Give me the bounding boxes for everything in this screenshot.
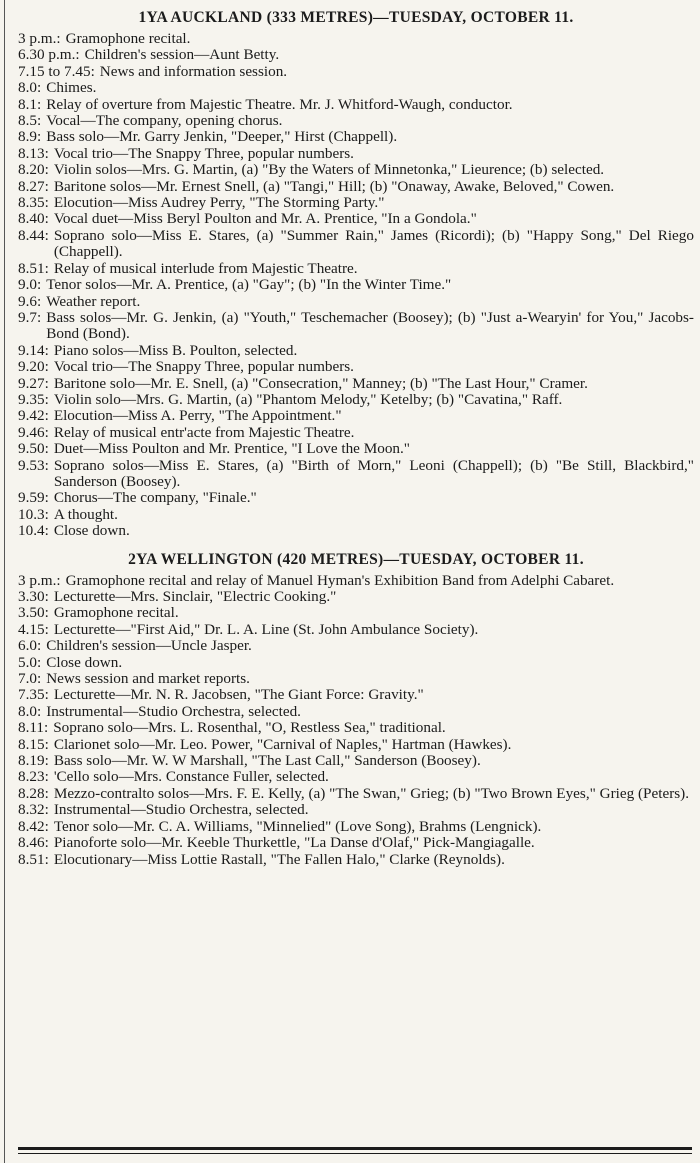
entry-description: Elocutionary—Miss Lottie Rastall, "The Fallen Halo," Clarke (Reynolds). xyxy=(53,850,505,868)
entry-description: Soprano solo—Mrs. L. Rosenthal, "O, Restless Sea," traditional. xyxy=(53,719,446,737)
programme-entry xyxy=(18,261,694,277)
entry-description: Violin solos—Mrs. G. Martin, (a) "By the Waters of Minnetonka," Lieurence; (b) selected. xyxy=(53,161,605,179)
programme-entry xyxy=(18,638,694,654)
programme-entry xyxy=(18,408,694,424)
programme-entry xyxy=(18,573,694,589)
entry-description: Duet—Miss Poulton and Mr. Prentice, "I Love the Moon." xyxy=(53,440,411,458)
programme-entry xyxy=(18,310,694,343)
programme-entry xyxy=(18,441,694,457)
entry-time: 8.9: xyxy=(18,128,42,146)
entry-description: Bass solos—Mr. G. Jenkin, (a) "Youth," Teschemacher (Boosey); (b) "Just a-Wearyin' for You," Jacobs-Bond (Bond). xyxy=(46,308,694,343)
entry-time: 9.20: xyxy=(18,358,49,376)
programme-entry xyxy=(18,129,694,145)
entry-time: 8.19: xyxy=(18,752,49,770)
programme-entry xyxy=(18,622,694,638)
programme-entry xyxy=(18,786,694,802)
programme-entry xyxy=(18,425,694,441)
entry-description: News session and market reports. xyxy=(46,670,250,688)
programme-entry xyxy=(18,195,694,211)
rule-thick xyxy=(18,1147,692,1150)
station-section xyxy=(18,550,694,868)
entry-time: 8.27: xyxy=(18,177,49,195)
entry-time: 3 p.m.: xyxy=(18,30,61,47)
programme-entry xyxy=(18,835,694,851)
entry-time: 9.42: xyxy=(18,407,49,425)
entry-time: 8.15: xyxy=(18,735,49,753)
entry-time: 8.1: xyxy=(18,95,42,113)
programme-entry xyxy=(18,589,694,605)
entry-time: 4.15: xyxy=(18,620,49,638)
entry-description: Gramophone recital. xyxy=(53,604,179,622)
entry-description: Relay of overture from Majestic Theatre. Mr. J. Whitford-Waugh, conductor. xyxy=(46,95,513,113)
entry-description: Vocal trio—The Snappy Three, popular numbers. xyxy=(53,358,354,376)
entry-description: Chimes. xyxy=(46,79,97,97)
entry-description: Mezzo-contralto solos—Mrs. F. E. Kelly, (a) "The Swan," Grieg; (b) "Two Brown Eyes," Grieg (Peters). xyxy=(53,784,690,802)
entry-description: Gramophone recital. xyxy=(65,30,191,47)
entry-time: 8.11: xyxy=(18,719,49,737)
programme-entry xyxy=(18,376,694,392)
entry-time: 10.3: xyxy=(18,505,49,523)
entry-time: 7.0: xyxy=(18,670,42,688)
entry-time: 9.46: xyxy=(18,423,49,441)
entry-time: 9.6: xyxy=(18,292,42,310)
programme-entry xyxy=(18,228,694,261)
programme-entry xyxy=(18,507,694,523)
programme-entry xyxy=(18,802,694,818)
programme-listings xyxy=(18,8,694,868)
entry-time: 9.35: xyxy=(18,390,49,408)
entry-description: Tenor solo—Mr. C. A. Williams, "Minnelied" (Love Song), Brahms (Lengnick). xyxy=(53,817,542,835)
entry-description: Close down. xyxy=(53,522,130,540)
entry-description: Bass solo—Mr. W. W Marshall, "The Last Call," Sanderson (Boosey). xyxy=(53,752,481,770)
programme-entry xyxy=(18,852,694,868)
programme-entry xyxy=(18,737,694,753)
entry-description: 'Cello solo—Mrs. Constance Fuller, selected. xyxy=(53,768,329,786)
programme-entry xyxy=(18,655,694,671)
programme-entry xyxy=(18,97,694,113)
entry-description: Pianoforte solo—Mr. Keeble Thurkettle, "La Danse d'Olaf," Pick-Mangiagalle. xyxy=(53,834,535,852)
entry-description: Instrumental—Studio Orchestra, selected. xyxy=(53,801,309,819)
programme-entry xyxy=(18,671,694,687)
programme-entry xyxy=(18,359,694,375)
entry-time: 9.0: xyxy=(18,276,42,294)
entry-description: Lecturette—Mr. N. R. Jacobsen, "The Giant Force: Gravity." xyxy=(53,686,424,704)
entry-description: Baritone solo—Mr. E. Snell, (a) "Consecration," Manney; (b) "The Last Hour," Cramer. xyxy=(53,374,588,392)
programme-entry xyxy=(18,753,694,769)
entry-time: 8.23: xyxy=(18,768,49,786)
programme-entry xyxy=(18,211,694,227)
programme-entry xyxy=(18,605,694,621)
entry-description: Chorus—The company, "Finale." xyxy=(53,489,257,507)
entry-time: 8.13: xyxy=(18,144,49,162)
programme-entry xyxy=(18,31,694,47)
entry-time: 7.35: xyxy=(18,686,49,704)
entry-time: 8.0: xyxy=(18,79,42,97)
entry-description: Lecturette—"First Aid," Dr. L. A. Line (St. John Ambulance Society). xyxy=(53,620,479,638)
entry-description: Soprano solos—Miss E. Stares, (a) "Birth of Morn," Leoni (Chappell); (b) "Be Still, Blackbird," Sanderson (Boosey). xyxy=(53,456,694,490)
programme-entry xyxy=(18,146,694,162)
entry-description: Elocution—Miss Audrey Perry, "The Storming Party." xyxy=(53,194,385,212)
programme-entry xyxy=(18,64,694,80)
entry-description: Instrumental—Studio Orchestra, selected. xyxy=(46,702,301,720)
entry-time: 8.51: xyxy=(18,259,49,277)
programme-entry xyxy=(18,720,694,736)
programme-entry xyxy=(18,343,694,359)
column-end-rule xyxy=(18,1147,692,1154)
entry-time: 8.28: xyxy=(18,784,49,802)
entry-description: Relay of musical interlude from Majestic Theatre. xyxy=(53,259,358,277)
entry-time: 3.50: xyxy=(18,604,49,622)
programme-entry xyxy=(18,179,694,195)
entry-description: Relay of musical entr'acte from Majestic Theatre. xyxy=(53,423,355,441)
entry-description: A thought. xyxy=(53,505,118,523)
entry-time: 8.40: xyxy=(18,210,49,228)
entry-time: 8.44: xyxy=(18,226,49,244)
entry-description: Violin solo—Mrs. G. Martin, (a) "Phantom Melody," Ketelby; (b) "Cavatina," Raff. xyxy=(53,390,563,408)
entry-description: Weather report. xyxy=(46,292,141,310)
entry-time: 10.4: xyxy=(18,522,49,540)
programme-entry xyxy=(18,704,694,720)
entry-time: 8.20: xyxy=(18,161,49,179)
entry-time: 9.59: xyxy=(18,489,49,507)
entry-description: Children's session—Aunt Betty. xyxy=(84,46,280,64)
programme-entry xyxy=(18,458,694,491)
programme-entry xyxy=(18,47,694,63)
section-spacer xyxy=(18,540,694,548)
entry-time: 9.7: xyxy=(18,308,42,326)
entry-time: 9.53: xyxy=(18,456,49,474)
entry-time: 8.5: xyxy=(18,112,42,130)
entry-description: Gramophone recital and relay of Manuel Hyman's Exhibition Band from Adelphi Cabaret. xyxy=(65,571,615,589)
entry-time: 8.51: xyxy=(18,850,49,868)
entry-time: 5.0: xyxy=(18,653,42,671)
programme-entry xyxy=(18,80,694,96)
programme-entry xyxy=(18,490,694,506)
entry-time: 8.32: xyxy=(18,801,49,819)
entry-description: Bass solo—Mr. Garry Jenkin, "Deeper," Hirst (Chappell). xyxy=(46,128,398,146)
programme-entry xyxy=(18,769,694,785)
entry-description: News and information session. xyxy=(99,62,288,80)
entry-description: Children's session—Uncle Jasper. xyxy=(46,637,252,655)
entry-description: Piano solos—Miss B. Poulton, selected. xyxy=(53,341,298,359)
entry-description: Clarionet solo—Mr. Leo. Power, "Carnival of Naples," Hartman (Hawkes). xyxy=(53,735,512,753)
entry-description: Vocal duet—Miss Beryl Poulton and Mr. A. Prentice, "In a Gondola." xyxy=(53,210,477,228)
entry-description: Soprano solo—Miss E. Stares, (a) "Summer Rain," James (Ricordi); (b) "Happy Song," Del Riego (Chappell). xyxy=(53,226,694,261)
station-heading: 1YA AUCKLAND (333 METRES)—TUESDAY, OCTOBER 11. xyxy=(138,9,574,26)
programme-entry xyxy=(18,819,694,835)
entry-description: Close down. xyxy=(46,653,123,671)
station-heading: 2YA WELLINGTON (420 METRES)—TUESDAY, OCTOBER 11. xyxy=(128,550,584,568)
entry-time: 8.46: xyxy=(18,834,49,852)
entry-time: 9.50: xyxy=(18,440,49,458)
entry-description: Lecturette—Mrs. Sinclair, "Electric Cooking." xyxy=(53,588,337,605)
entry-description: Elocution—Miss A. Perry, "The Appointment." xyxy=(53,407,342,425)
programme-entry xyxy=(18,113,694,129)
station-section xyxy=(18,8,694,540)
entry-description: Vocal—The company, opening chorus. xyxy=(46,112,283,130)
entry-time: 7.15 to 7.45: xyxy=(18,62,95,80)
entry-time: 3.30: xyxy=(18,588,49,605)
entry-time: 8.42: xyxy=(18,817,49,835)
entry-time: 8.35: xyxy=(18,194,49,212)
entry-time: 9.27: xyxy=(18,374,49,392)
entry-description: Vocal trio—The Snappy Three, popular numbers. xyxy=(53,144,354,162)
programme-entry xyxy=(18,294,694,310)
entry-time: 6.30 p.m.: xyxy=(18,46,80,64)
entry-description: Tenor solos—Mr. A. Prentice, (a) "Gay"; (b) "In the Winter Time." xyxy=(46,276,452,294)
entry-description: Baritone solos—Mr. Ernest Snell, (a) "Tangi," Hill; (b) "Onaway, Awake, Beloved," Cowen. xyxy=(53,177,615,195)
programme-entry xyxy=(18,277,694,293)
entry-time: 8.0: xyxy=(18,702,42,720)
entry-time: 3 p.m.: xyxy=(18,571,61,589)
programme-entry xyxy=(18,392,694,408)
programme-entry xyxy=(18,162,694,178)
entry-time: 6.0: xyxy=(18,637,42,655)
entry-time: 9.14: xyxy=(18,341,49,359)
programme-entry xyxy=(18,523,694,539)
rule-thin xyxy=(18,1153,692,1154)
programme-entry xyxy=(18,687,694,703)
